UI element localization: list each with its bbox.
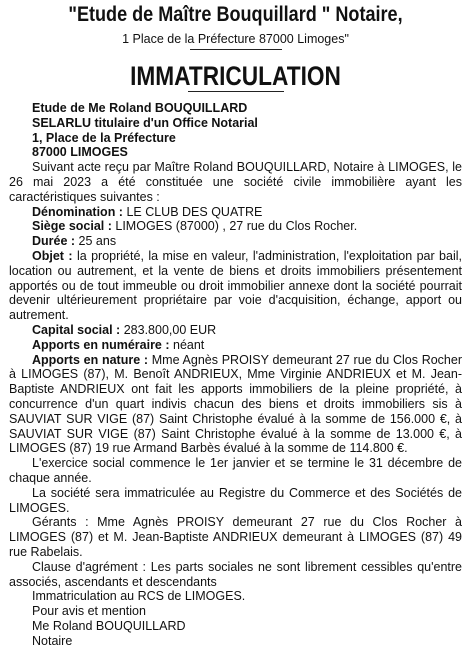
field-value: Mme Agnès PROISY demeurant 27 rue du Clos Rocher à LIMOGES (87), M. Benoît ANDRIEUX, Mme Virginie ANDRIEUX et M. Jean-Baptiste ANDRIEUX ont fait les apports immobiliers de la pleine propriété, à concurrence d'un quart indivis chacun des biens et droits immobiliers sis à SAUVIAT SUR VIGE (87) Saint Christophe évalué à la somme de 156.000 €, à SAUVIAT SUR VIGE (87) Saint Christophe évalué à la somme de 13.000 €, à LIMOGES (87) 19 rue Armand Barbès évalué à la somme de 114.800 €. <box>9 352 462 456</box>
field-value: néant <box>169 337 205 352</box>
field-label: Capital social : <box>32 322 121 337</box>
field-label: Siège social : <box>32 219 112 234</box>
closing-line: Immatriculation au RCS de LIMOGES. <box>32 589 246 604</box>
agrement-paragraph: Clause d'agrément : Les parts sociales ne sont librement cessibles qu'entre associés, ascendants et descendants <box>9 559 462 589</box>
field-label: Durée : <box>32 234 76 249</box>
header-divider <box>190 49 282 50</box>
sender-line: SELARLU titulaire d'un Office Notarial <box>32 115 258 130</box>
field-value: la propriété, la mise en valeur, l'administration, l'exploitation par bail, location ou autrement, et la vente de biens et droits immobiliers présentement apportés ou de tout immeuble ou droit immobilier annexe dont la société pourrait devenir ultérieurement propriétaire par voie d'acquisition, échange, apport ou autrement. <box>9 248 462 323</box>
title-divider <box>188 91 284 92</box>
field-siege <box>9 219 462 234</box>
notice-title: IMMATRICULATION <box>130 61 341 91</box>
closing-line: Notaire <box>32 633 73 648</box>
field-capital <box>9 323 462 338</box>
gerants-paragraph: Gérants : Mme Agnès PROISY demeurant 27 rue du Clos Rocher à LIMOGES (87) et M. Jean-Baptiste ANDRIEUX demeurant à LIMOGES (87) 49 rue Rabelais. <box>9 515 462 559</box>
field-value: LE CLUB DES QUATRE <box>122 204 263 219</box>
field-value: LIMOGES (87000) , 27 rue du Clos Rocher. <box>111 219 358 234</box>
field-denomination <box>9 205 462 220</box>
field-value: 283.800,00 EUR <box>120 322 217 337</box>
exercice-paragraph: L'exercice social commence le 1er janvier et se termine le 31 décembre de chaque année. <box>9 456 462 485</box>
field-label: Objet : <box>32 248 73 263</box>
notice-body <box>9 101 462 648</box>
sender-line: Etude de Me Roland BOUQUILLARD <box>32 101 248 115</box>
field-value: 25 ans <box>75 234 117 249</box>
field-label: Dénomination : <box>32 204 123 219</box>
field-apports-numeraire <box>9 338 462 353</box>
notary-title: "Etude de Maître Bouquillard " Notaire, <box>68 3 403 26</box>
field-objet <box>9 249 462 323</box>
field-label: Apports en numéraire : <box>32 337 170 352</box>
legal-notice <box>0 3 473 648</box>
field-duree <box>9 234 462 249</box>
sender-line: 87000 LIMOGES <box>32 145 128 160</box>
closing-line: Pour avis et mention <box>32 604 146 619</box>
field-apports-nature <box>9 353 462 457</box>
intro-paragraph: Suivant acte reçu par Maître Roland BOUQUILLARD, Notaire à LIMOGES, le 26 mai 2023 a été constituée une société civile immobilière ayant les caractéristiques suivantes : <box>9 160 462 204</box>
notary-address: 1 Place de la Préfecture 87000 Limoges" <box>122 32 349 46</box>
field-label: Apports en nature : <box>32 352 149 367</box>
rcs-paragraph: La société sera immatriculée au Registre du Commerce et des Sociétés de LIMOGES. <box>9 485 462 515</box>
sender-line: 1, Place de la Préfecture <box>32 130 176 145</box>
closing-line: Me Roland BOUQUILLARD <box>32 618 186 633</box>
